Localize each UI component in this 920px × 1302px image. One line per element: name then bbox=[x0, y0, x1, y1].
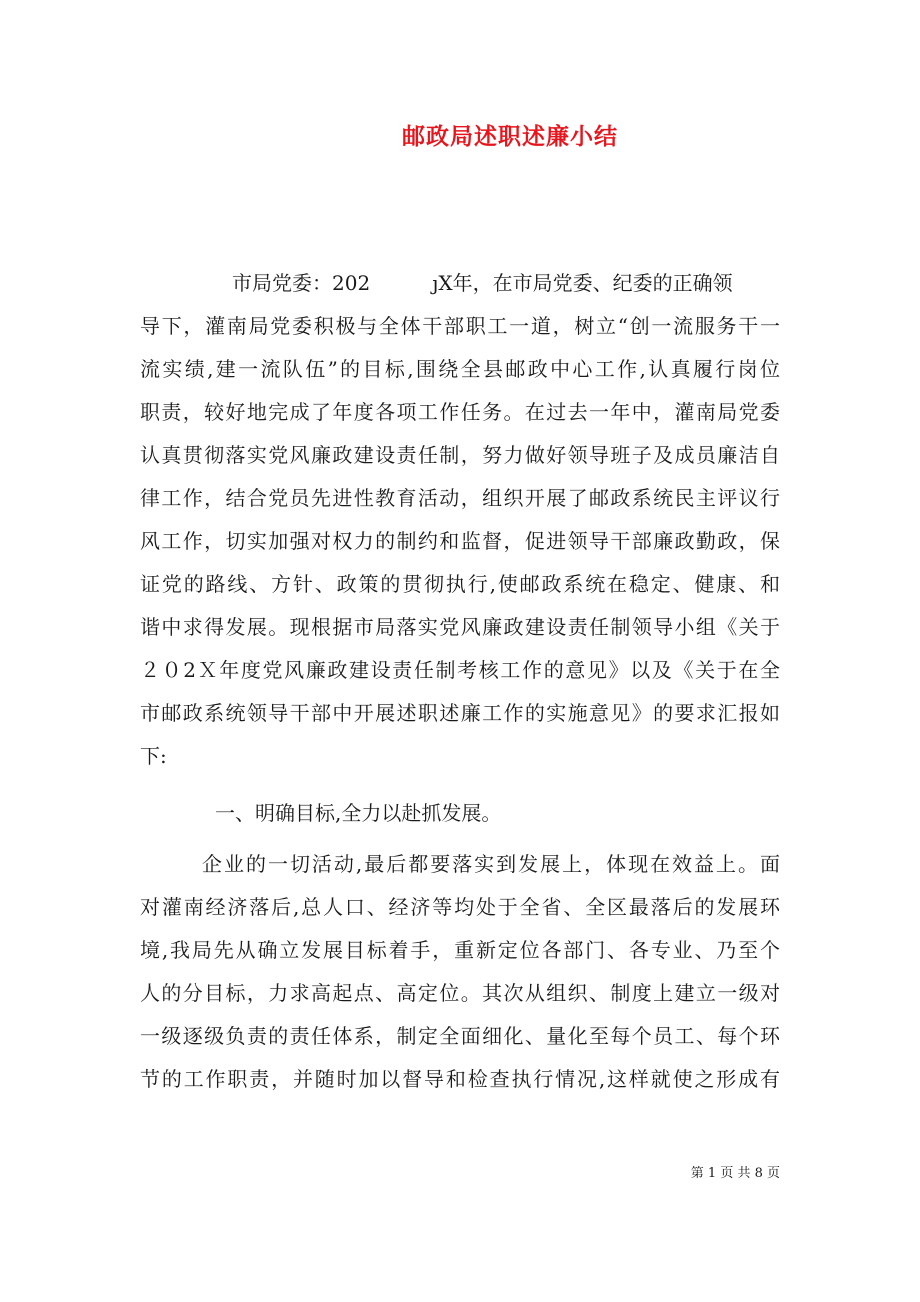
intro-line: 证党的路线、方针、政策的贯彻执行,使邮政系统在稳定、健康、和 bbox=[140, 572, 780, 596]
intro-first-line-rest: X年，在市局党委、纪委的正确领 bbox=[438, 271, 733, 295]
intro-line: 下: bbox=[140, 744, 167, 768]
section-line: 一级逐级负责的责任体系，制定全面细化、量化至每个员工、每个环 bbox=[140, 1024, 780, 1048]
section-line: 境,我局先从确立发展目标着手，重新定位各部门、各专业、乃至个 bbox=[140, 938, 780, 962]
page-number: 第 1 页 共 8 页 bbox=[690, 1166, 780, 1181]
intro-line: 市邮政系统领导干部中开展述职述廉工作的实施意见》的要求汇报如 bbox=[140, 701, 780, 725]
intro-line: 流实绩,建一流队伍”的目标,围绕全县邮政中心工作,认真履行岗位 bbox=[140, 357, 780, 381]
intro-line: 谐中求得发展。现根据市局落实党风廉政建设责任制领导小组《关于 bbox=[140, 615, 780, 639]
intro-line: 职责，较好地完成了年度各项工作任务。在过去一年中，灌南局党委 bbox=[140, 400, 780, 424]
intro-line: 律工作，结合党员先进性教育活动，组织开展了邮政系统民主评议行 bbox=[140, 486, 780, 510]
intro-first-line bbox=[232, 270, 780, 296]
salutation: 市局党委：202 bbox=[232, 271, 371, 295]
section-line: 节的工作职责，并随时加以督导和检查执行情况,这样就使之形成有 bbox=[140, 1067, 780, 1091]
document-title: 邮政局述职述廉小结 bbox=[402, 123, 618, 150]
section-line: 人的分目标，力求高起点、高定位。其次从组织、制度上建立一级对 bbox=[140, 981, 780, 1005]
intro-line: ２０2Ｘ年度党风廉政建设责任制考核工作的意见》以及《关于在全 bbox=[140, 658, 780, 682]
intro-line: 导下，灌南局党委积极与全体干部职工一道，树立“创一流服务干一 bbox=[140, 314, 780, 338]
section-line: 对灌南经济落后,总人口、经济等均处于全省、全区最落后的发展环 bbox=[140, 895, 780, 919]
separator-glyph: ȷ bbox=[432, 271, 439, 295]
intro-line: 风工作，切实加强对权力的制约和监督，促进领导干部廉政勤政，保 bbox=[140, 529, 780, 553]
intro-line: 认真贯彻落实党风廉政建设责任制，努力做好领导班子及成员廉洁自 bbox=[140, 443, 780, 467]
section-first-line: 企业的一切活动,最后都要落实到发展上，体现在效益上。面 bbox=[202, 852, 780, 876]
section-heading: 一、明确目标,全力以赴抓发展。 bbox=[215, 801, 502, 825]
